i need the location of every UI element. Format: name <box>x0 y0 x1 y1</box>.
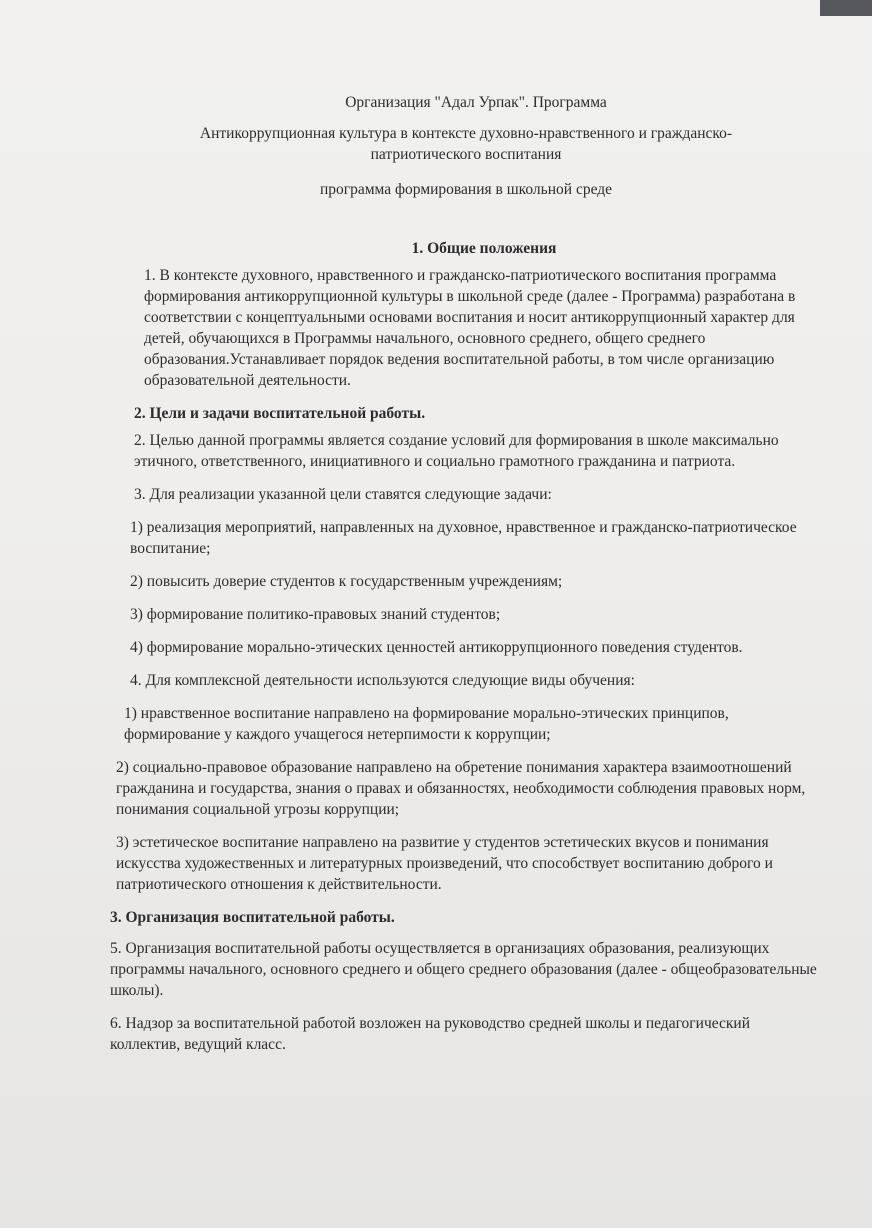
section-2-title: 2. Цели и задачи воспитательной работы. <box>134 405 426 422</box>
paragraph-6: 6. Надзор за воспитательной работой возложен на руководство средней школы и педагогический коллектив, ведущий класс. <box>110 1015 751 1053</box>
task-item-3: 3) формирование политико-правовых знаний студентов; <box>130 606 501 623</box>
training-type-3: 3) эстетическое воспитание направлено на развитие у студентов эстетических вкусов и понимания искусства художественных и литературных произведений, что способствует воспитанию доброго и патриотического отношения к действительности. <box>116 834 773 893</box>
paragraph-3: 3. Для реализации указанной цели ставятся следующие задачи: <box>134 486 552 503</box>
paragraph-4: 4. Для комплексной деятельности используются следующие виды обучения: <box>130 672 635 689</box>
organization-title: Организация "Адал Урпак". Программа <box>345 94 607 111</box>
paragraph-5: 5. Организация воспитательной работы осуществляется в организациях образования, реализующих программы начального, основного среднего и общего среднего образования (далее - общеобразовательные школы). <box>110 940 817 999</box>
task-item-2: 2) повысить доверие студентов к государственным учреждениям; <box>130 573 563 590</box>
program-topic-line-1: Антикоррупционная культура в контексте духовно-нравственного и гражданско- <box>199 125 733 142</box>
paragraph-1: 1. В контексте духовного, нравственного и гражданско-патриотического воспитания программа формирования антикоррупционной культуры в школьной среде (далее - Программа) разработана в соответствии с концептуальными основами воспитания и носит антикоррупционный характер для детей, обучающихся в Программы начального, основного среднего, общего среднего образования.Устанавливает порядок ведения воспитательной работы, в том числе организацию образовательной деятельности. <box>144 267 796 389</box>
task-item-4: 4) формирование морально-этических ценностей антикоррупционного поведения студентов. <box>130 639 743 656</box>
background-corner <box>820 0 872 16</box>
document-header <box>0 92 872 200</box>
document-body <box>110 238 824 1067</box>
program-topic-line-2: патриотического воспитания <box>370 146 562 163</box>
program-subtitle: программа формирования в школьной среде <box>319 181 613 198</box>
training-type-2: 2) социально-правовое образование направлено на обретение понимания характера взаимоотношений гражданина и государства, знания о правах и обязанностях, необходимости соблюдения правовых норм, понимания социальной угрозы коррупции; <box>116 759 806 818</box>
section-3-title: 3. Организация воспитательной работы. <box>110 909 395 926</box>
training-type-1: 1) нравственное воспитание направлено на формирование морально-этических принципов, формирование у каждого учащегося нетерпимости к коррупции; <box>124 705 729 743</box>
section-1-title: 1. Общие положения <box>411 240 557 257</box>
task-item-1: 1) реализация мероприятий, направленных на духовное, нравственное и гражданско-патриотическое воспитание; <box>130 519 797 557</box>
paragraph-2: 2. Целью данной программы является создание условий для формирования в школе максимально этичного, ответственного, инициативного и социально грамотного гражданина и патриота. <box>134 432 779 470</box>
